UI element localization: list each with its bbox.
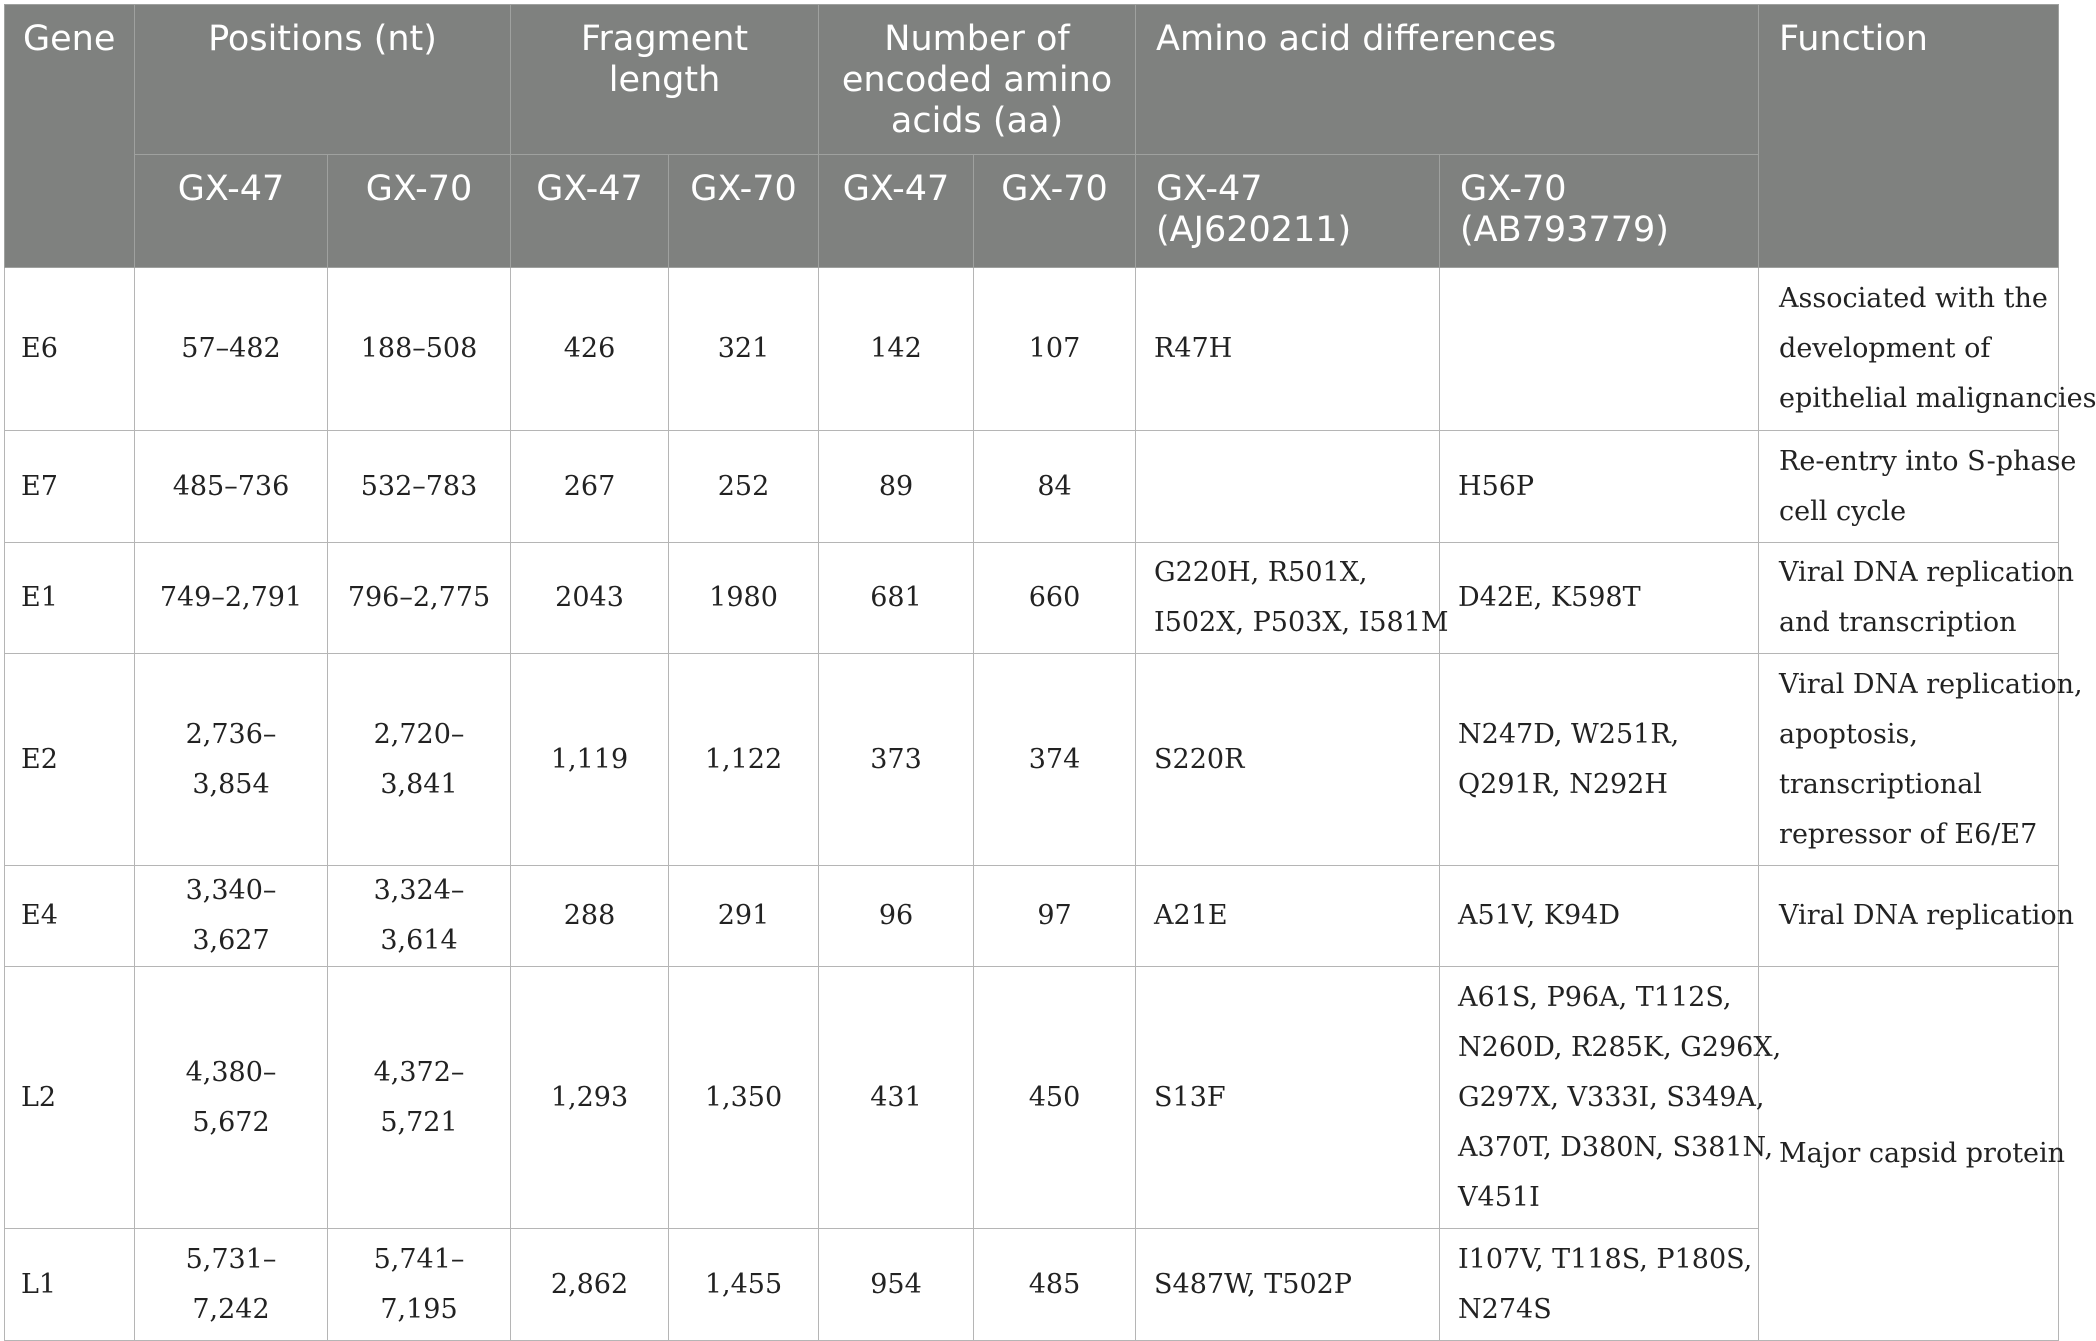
text-line: G297X, V333I, S349A,	[1458, 1081, 1765, 1113]
gene-cell: E1	[5, 543, 135, 654]
text-line: Re-entry into S-phase	[1779, 445, 2077, 477]
table-row	[5, 543, 2059, 654]
text-line: and transcription	[1779, 607, 2017, 638]
text-line: S487W, T502P	[1154, 1268, 1352, 1300]
text-line: I107V, T118S, P180S,	[1458, 1243, 1753, 1275]
positions-gx47-cell: 3,340–3,627	[135, 866, 328, 967]
positions-gx70-cell: 2,720–3,841	[328, 654, 511, 866]
positions-gx70-cell: 5,741–7,195	[328, 1229, 511, 1341]
differences-gx70-cell	[1440, 967, 1782, 1229]
differences-gx70-cell	[1440, 1229, 1759, 1341]
length-gx70-cell: 252	[669, 431, 819, 543]
aa-gx47-cell: 431	[819, 967, 974, 1229]
length-gx47-cell: 1,293	[511, 967, 669, 1229]
text-line: S220R	[1154, 743, 1245, 775]
positions-gx47-cell: 57–482	[135, 268, 328, 431]
positions-gx70-cell: 796–2,775	[328, 543, 511, 654]
function-cell	[1759, 654, 2083, 866]
text-line: GX-70	[1460, 169, 1567, 209]
header-row-main	[5, 5, 2059, 155]
aa-gx70-cell: 97	[974, 866, 1136, 967]
table-row	[5, 866, 2059, 967]
differences-gx70-cell	[1440, 268, 1759, 431]
text-line: G220H, R501X,	[1154, 557, 1368, 588]
subheader-positions-gx47: GX-47	[135, 155, 328, 268]
positions-gx47-cell: 4,380–5,672	[135, 967, 328, 1229]
text-line: transcriptional	[1779, 768, 1982, 800]
text-line: Number of	[884, 19, 1070, 59]
positions-gx70-cell: 532–783	[328, 431, 511, 543]
differences-gx47-cell	[1136, 654, 1440, 866]
positions-gx47-cell: 5,731–7,242	[135, 1229, 328, 1341]
function-cell-merged	[1759, 967, 2066, 1341]
table-row	[5, 268, 2059, 431]
positions-gx47-cell: 749–2,791	[135, 543, 328, 654]
function-cell	[1759, 866, 2075, 967]
positions-gx47-cell: 485–736	[135, 431, 328, 543]
aa-gx70-cell: 84	[974, 431, 1136, 543]
aa-gx70-cell: 450	[974, 967, 1136, 1229]
subheader-differences-gx47	[1136, 155, 1440, 268]
text-line: I502X, P503X, I581M	[1154, 607, 1449, 638]
text-line: Q291R, N292H	[1458, 768, 1668, 800]
differences-gx47-cell	[1136, 866, 1440, 967]
positions-gx47-cell: 2,736–3,854	[135, 654, 328, 866]
gene-cell: L2	[5, 967, 135, 1229]
header-fragment-length	[511, 5, 819, 155]
differences-gx47-cell	[1136, 543, 1449, 654]
text-line: Viral DNA replication	[1779, 557, 2075, 588]
table-row	[5, 431, 2059, 543]
differences-gx47-cell	[1136, 967, 1440, 1229]
text-line: D42E, K598T	[1458, 582, 1641, 613]
length-gx47-cell: 267	[511, 431, 669, 543]
subheader-aa-gx70: GX-70	[974, 155, 1136, 268]
aa-gx47-cell: 142	[819, 268, 974, 431]
table-row	[5, 654, 2059, 866]
length-gx47-cell: 288	[511, 866, 669, 967]
aa-gx70-cell: 660	[974, 543, 1136, 654]
text-line: N247D, W251R,	[1458, 718, 1680, 750]
length-gx70-cell: 1,122	[669, 654, 819, 866]
header-encoded-amino-acids	[819, 5, 1136, 155]
text-line: N274S	[1458, 1293, 1552, 1325]
length-gx70-cell: 291	[669, 866, 819, 967]
aa-gx70-cell: 374	[974, 654, 1136, 866]
aa-gx70-cell: 107	[974, 268, 1136, 431]
text-line: V451I	[1458, 1181, 1540, 1213]
gene-cell: E7	[5, 431, 135, 543]
length-gx47-cell: 2043	[511, 543, 669, 654]
text-line: A370T, D380N, S381N,	[1458, 1131, 1774, 1163]
subheader-positions-gx70: GX-70	[328, 155, 511, 268]
table-header	[5, 5, 2059, 268]
text-line: N260D, R285K, G296X,	[1458, 1031, 1782, 1063]
table-row	[5, 1229, 2059, 1341]
differences-gx47-cell	[1136, 268, 1440, 431]
text-line: H56P	[1458, 470, 1535, 502]
subheader-length-gx70: GX-70	[669, 155, 819, 268]
table-body	[5, 268, 2096, 1341]
header-row-sub	[5, 155, 2059, 268]
length-gx70-cell: 1,350	[669, 967, 819, 1229]
length-gx47-cell: 426	[511, 268, 669, 431]
gene-cell: E6	[5, 268, 135, 431]
length-gx70-cell: 1980	[669, 543, 819, 654]
differences-gx70-cell	[1440, 654, 1759, 866]
aa-gx47-cell: 96	[819, 866, 974, 967]
text-line: length	[608, 60, 721, 100]
length-gx47-cell: 1,119	[511, 654, 669, 866]
text-line: development of	[1779, 333, 1991, 364]
aa-gx47-cell: 681	[819, 543, 974, 654]
text-line: epithelial malignancies	[1779, 383, 2096, 414]
subheader-aa-gx47: GX-47	[819, 155, 974, 268]
differences-gx70-cell	[1440, 543, 1759, 654]
aa-gx47-cell: 89	[819, 431, 974, 543]
differences-gx47-cell	[1136, 1229, 1440, 1341]
positions-gx70-cell: 3,324–3,614	[328, 866, 511, 967]
text-line: (AJ620211)	[1156, 210, 1352, 250]
table-row	[5, 967, 2059, 1229]
gene-cell: L1	[5, 1229, 135, 1341]
header-function: Function	[1759, 5, 2059, 268]
length-gx70-cell: 1,455	[669, 1229, 819, 1341]
positions-gx70-cell: 188–508	[328, 268, 511, 431]
text-line: Viral DNA replication,	[1779, 668, 2083, 700]
aa-gx70-cell: 485	[974, 1229, 1136, 1341]
length-gx47-cell: 2,862	[511, 1229, 669, 1341]
text-line: Fragment	[580, 19, 749, 59]
header-positions: Positions (nt)	[135, 5, 511, 155]
text-line: R47H	[1154, 333, 1233, 364]
positions-gx70-cell: 4,372–5,721	[328, 967, 511, 1229]
gene-comparison-table	[4, 4, 2096, 1341]
differences-gx70-cell	[1440, 431, 1759, 543]
text-line: A61S, P96A, T112S,	[1458, 981, 1732, 1013]
text-line: S13F	[1154, 1081, 1226, 1113]
text-line: Associated with the	[1779, 283, 2048, 314]
header-gene: Gene	[5, 5, 135, 268]
text-line: apoptosis,	[1779, 718, 1918, 750]
text-line: acids (aa)	[890, 101, 1064, 141]
subheader-length-gx47: GX-47	[511, 155, 669, 268]
text-line: encoded amino	[841, 60, 1113, 100]
text-line: A21E	[1154, 900, 1228, 931]
text-line: cell cycle	[1779, 495, 1907, 527]
header-amino-acid-differences: Amino acid differences	[1136, 5, 1759, 155]
gene-cell: E2	[5, 654, 135, 866]
text-line: GX-47	[1156, 169, 1263, 209]
text-line: (AB793779)	[1460, 210, 1669, 250]
gene-cell: E4	[5, 866, 135, 967]
text-line: A51V, K94D	[1458, 900, 1621, 931]
function-cell	[1759, 543, 2075, 654]
aa-gx47-cell: 954	[819, 1229, 974, 1341]
differences-gx70-cell	[1440, 866, 1759, 967]
aa-gx47-cell: 373	[819, 654, 974, 866]
function-cell	[1759, 431, 2077, 543]
text-line: repressor of E6/E7	[1779, 818, 2038, 850]
subheader-differences-gx70	[1440, 155, 1759, 268]
length-gx70-cell: 321	[669, 268, 819, 431]
text-line: Major capsid protein	[1779, 1137, 2066, 1169]
differences-gx47-cell	[1136, 431, 1440, 543]
function-cell	[1759, 268, 2096, 431]
text-line: Viral DNA replication	[1779, 900, 2075, 931]
